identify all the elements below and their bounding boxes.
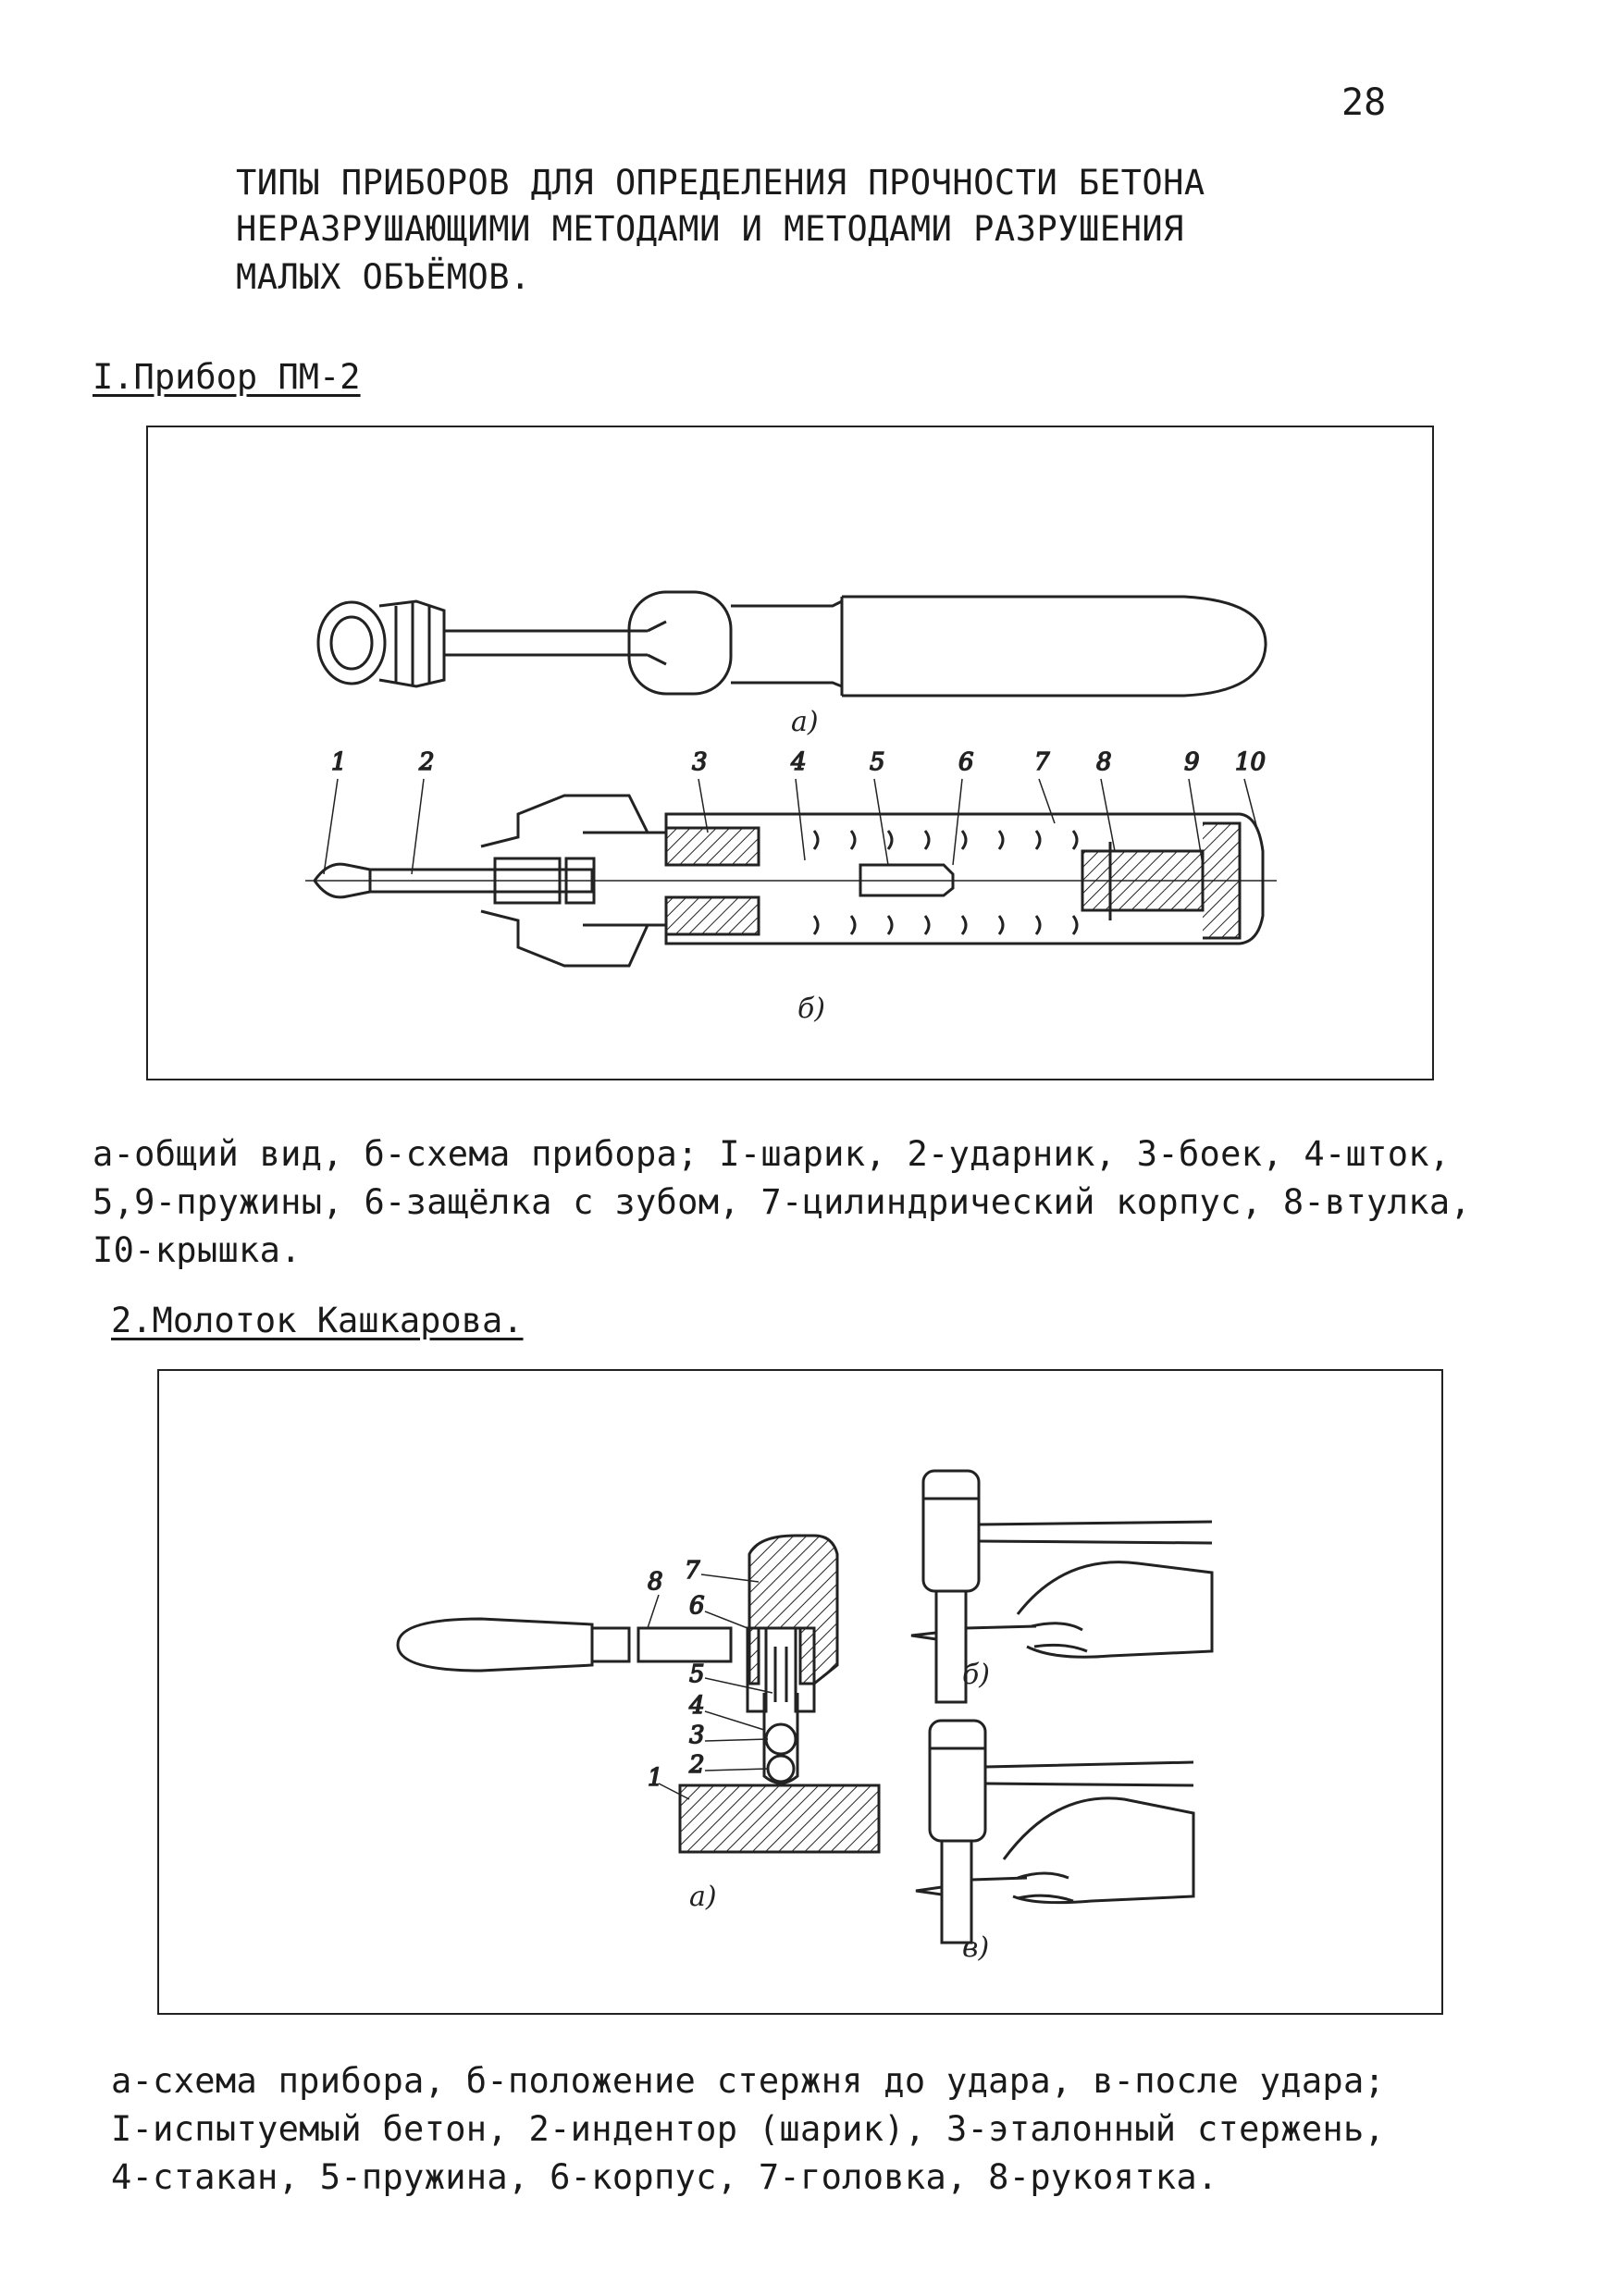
caption-1-line-1: а-общий вид, б-схема прибора; I-шарик, 2-ударник, 3-боек, 4-шток,	[93, 1134, 1451, 1174]
fig1-callout-10: 10	[1235, 748, 1267, 776]
fig2-callout-1: 1	[648, 1764, 663, 1792]
fig2-callout-5: 5	[689, 1660, 705, 1688]
fig2-label-b: б)	[962, 1659, 991, 1691]
pm2-spring	[814, 831, 1077, 934]
pm2-general-view	[318, 592, 1266, 696]
fig1-label-a: а)	[791, 706, 819, 738]
fig1-callout-9: 9	[1184, 748, 1200, 776]
figure-2-frame	[157, 1369, 1443, 2015]
section-1-heading: I.Прибор ПМ-2	[93, 357, 361, 397]
fig1-label-b: б)	[797, 993, 826, 1025]
fig2-callout-6: 6	[689, 1592, 705, 1620]
fig1-callout-5: 5	[870, 748, 885, 776]
caption-2-line-3: 4-стакан, 5-пружина, 6-корпус, 7-головка, 8-рукоятка.	[111, 2157, 1218, 2197]
fig1-callout-8: 8	[1096, 748, 1112, 776]
title-line-3: МАЛЫХ ОБЪЁМОВ.	[236, 257, 531, 297]
title-line-2: НЕРАЗРУШАЮЩИМИ МЕТОДАМИ И МЕТОДАМИ РАЗРУШЕНИЯ	[236, 209, 1184, 249]
fig2-label-a: а)	[689, 1881, 717, 1913]
fig1-callout-1: 1	[331, 748, 347, 776]
fig2-callout-7: 7	[685, 1557, 700, 1585]
fig1-callout-6: 6	[958, 748, 974, 776]
fig1-callout-7: 7	[1034, 748, 1050, 776]
caption-1-line-2: 5,9-пружины, 6-защёлка с зубом, 7-цилиндрический корпус, 8-втулка,	[93, 1182, 1472, 1222]
caption-2-line-2: I-испытуемый бетон, 2-индентор (шарик), 3-эталонный стержень,	[111, 2109, 1386, 2149]
caption-1-line-3: I0-крышка.	[93, 1230, 302, 1270]
fig2-callout-8: 8	[648, 1568, 663, 1596]
title-line-1: ТИПЫ ПРИБОРОВ ДЛЯ ОПРЕДЕЛЕНИЯ ПРОЧНОСТИ БЕТОНА	[236, 163, 1205, 203]
fig1-callout-4: 4	[791, 748, 807, 776]
pm2-schematic	[305, 796, 1277, 966]
fig2-callout-4: 4	[689, 1692, 705, 1720]
caption-2-line-1: а-схема прибора, б-положение стержня до удара, в-после удара;	[111, 2061, 1386, 2101]
fig1-callout-3: 3	[692, 748, 708, 776]
section-2-heading: 2.Молоток Кашкарова.	[111, 1301, 524, 1340]
page-number: 28	[1341, 81, 1387, 124]
fig1-callout-2: 2	[419, 748, 435, 776]
fig2-callout-2: 2	[689, 1751, 705, 1779]
fig2-callout-3: 3	[689, 1722, 705, 1749]
fig2-label-v: в)	[962, 1932, 990, 1964]
